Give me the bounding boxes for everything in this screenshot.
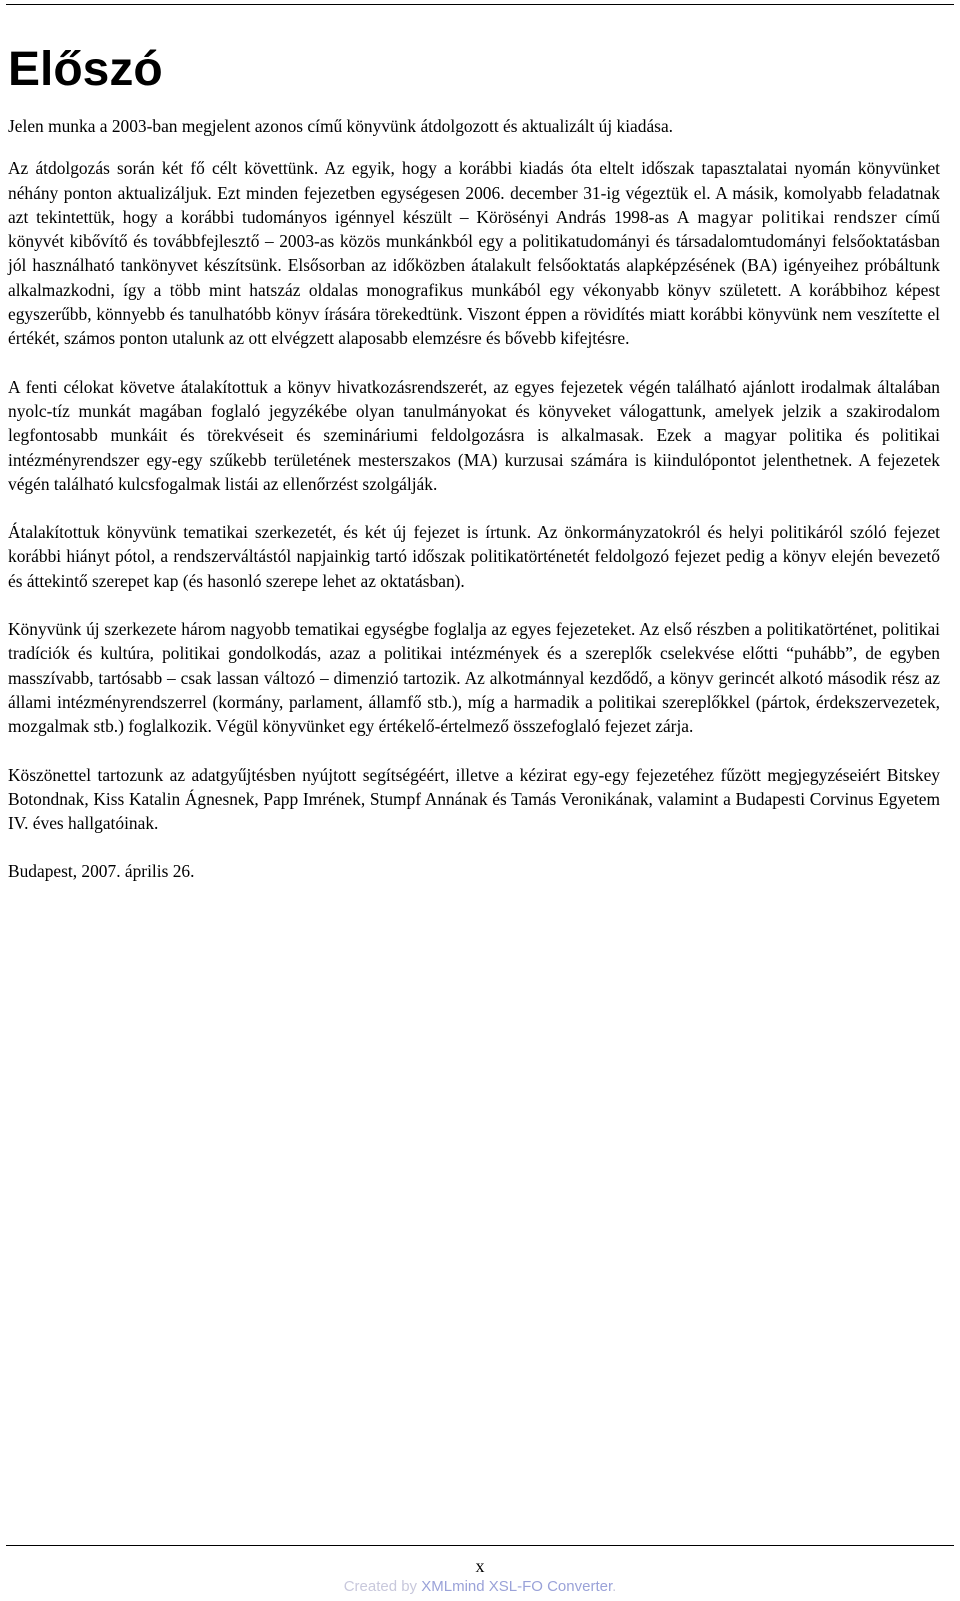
- paragraph-references: A fenti célokat követve átalakítottuk a könyv hivatkozásrendszerét, az egyes fejezetek végén található ajánlott irodalmak általában nyolc-tíz munkát magában foglaló jegyzékébe olyan tanulmányokat és könyveket válogattunk, amelyek jelzik a szakirodalom legfontosabb munkáit és törekvéseit és szemináriumi feldolgozásra is alkalmasak. Ezek a magyar politika és politikai intézményrendszer egy-egy szűkebb területének mesterszakos (MA) kurzusai számára is kiindulópontot jelenthetnek. A fejezetek végén található kulcsfogalmak listái az ellenőrzést szolgálják.: [8, 376, 940, 494]
- paragraph-goals-text-b: című könyvét kibővítő és továbbfejlesztő – 2003-as közös munkánkból egy a politikatudományi és társadalomtudományi felsőoktatásban jól használható tankönyvet készítsünk. Elsősorban az időközben átalakult felsőoktatás alapképzésének (BA) igényeihez próbáltunk alkalmazkodni, így a több mint hatszáz oldalas monografikus munkából egy vékonyabb könyv született. A korábbihoz képest egyszerűbb, könnyebb és tanulhatóbb könyv írására törekedtünk. Viszont éppen a rövidítés miatt korábbi könyvünk nem veszítette el értékét, számos ponton utalunk az ott elvégzett alaposabb elemzésre és bővebb kifejtésre.: [8, 206, 940, 349]
- place-and-date: Budapest, 2007. április 26.: [8, 861, 195, 882]
- page-number: x: [475, 1556, 485, 1576]
- paragraph-structure-change: Átalakítottuk könyvünk tematikai szerkezetét, és két új fejezet is írtunk. Az önkormányzatokról és helyi politikáról szóló fejezet korábbi hiányt pótol, a rendszerváltástól napjainkig tartó időszak politikatörténetét feldolgozó fejezet pedig a könyv elején bevezető és áttekintő szerepet kap (és hasonló szerepe lehet az oktatásban).: [8, 522, 940, 591]
- book-title: A magyar politikai rendszer: [676, 206, 898, 227]
- page-content: [8, 40, 940, 883]
- paragraph-goals-text-a: Az átdolgozás során két fő célt követtünk. Az egyik, hogy a korábbi kiadás óta eltelt időszak tapasztalatai nyomán könyvünket néhány ponton aktualizáljuk. Ezt minden fejezetben egységesen 2006. december 31-ig végeztük el. A másik, komolyabb feladatnak azt tekintettük, hogy a korábbi tudományos igénnyel készült – Körösényi András 1998-as: [8, 158, 940, 227]
- paragraph-goals: [8, 156, 940, 350]
- paragraph-intro: Jelen munka a 2003-ban megjelent azonos című könyvünk átdolgozott és aktualizált új kiadása.: [8, 116, 674, 136]
- watermark-suffix: .: [612, 1578, 617, 1595]
- watermark-link[interactable]: XMLmind XSL-FO Converter: [421, 1578, 613, 1595]
- paragraph-new-structure: Könyvünk új szerkezete három nagyobb tematikai egységbe foglalja az egyes fejezeteket. Az első részben a politikatörténet, politikai tradíciók és kultúra, politikai gondolkodás, azaz a politikai intézmények és a szereplők cselekvése előtti “puhább”, de egyben masszívabb, tartósabb – csak lassan változó – dimenzió tartozik. Az alkotmánnyal kezdődő, a könyv gerincét alkotó második rész az állami intézményrendszerrel (kormány, parlament, államfő stb.), míg a harmadik a politikai szereplőkkel (pártok, érdekszervezetek, mozgalmak stb.) foglalkozik. Végül könyvünket egy értékelő-értelmező összefoglaló fejezet zárja.: [8, 619, 940, 737]
- footer-rule: [6, 1545, 954, 1546]
- converter-watermark: [0, 1578, 960, 1596]
- watermark-prefix: Created by: [343, 1578, 418, 1595]
- paragraph-acknowledgements: Köszönettel tartozunk az adatgyűjtésben nyújtott segítségéért, illetve a kézirat egy-egy fejezetéhez fűzött megjegyzéseiért Bitskey Botondnak, Kiss Katalin Ágnesnek, Papp Imrének, Stumpf Annának és Tamás Veronikának, valamint a Budapesti Corvinus Egyetem IV. éves hallgatóinak.: [8, 764, 940, 834]
- top-rule: [6, 4, 954, 5]
- page-title: Előszó: [8, 43, 163, 96]
